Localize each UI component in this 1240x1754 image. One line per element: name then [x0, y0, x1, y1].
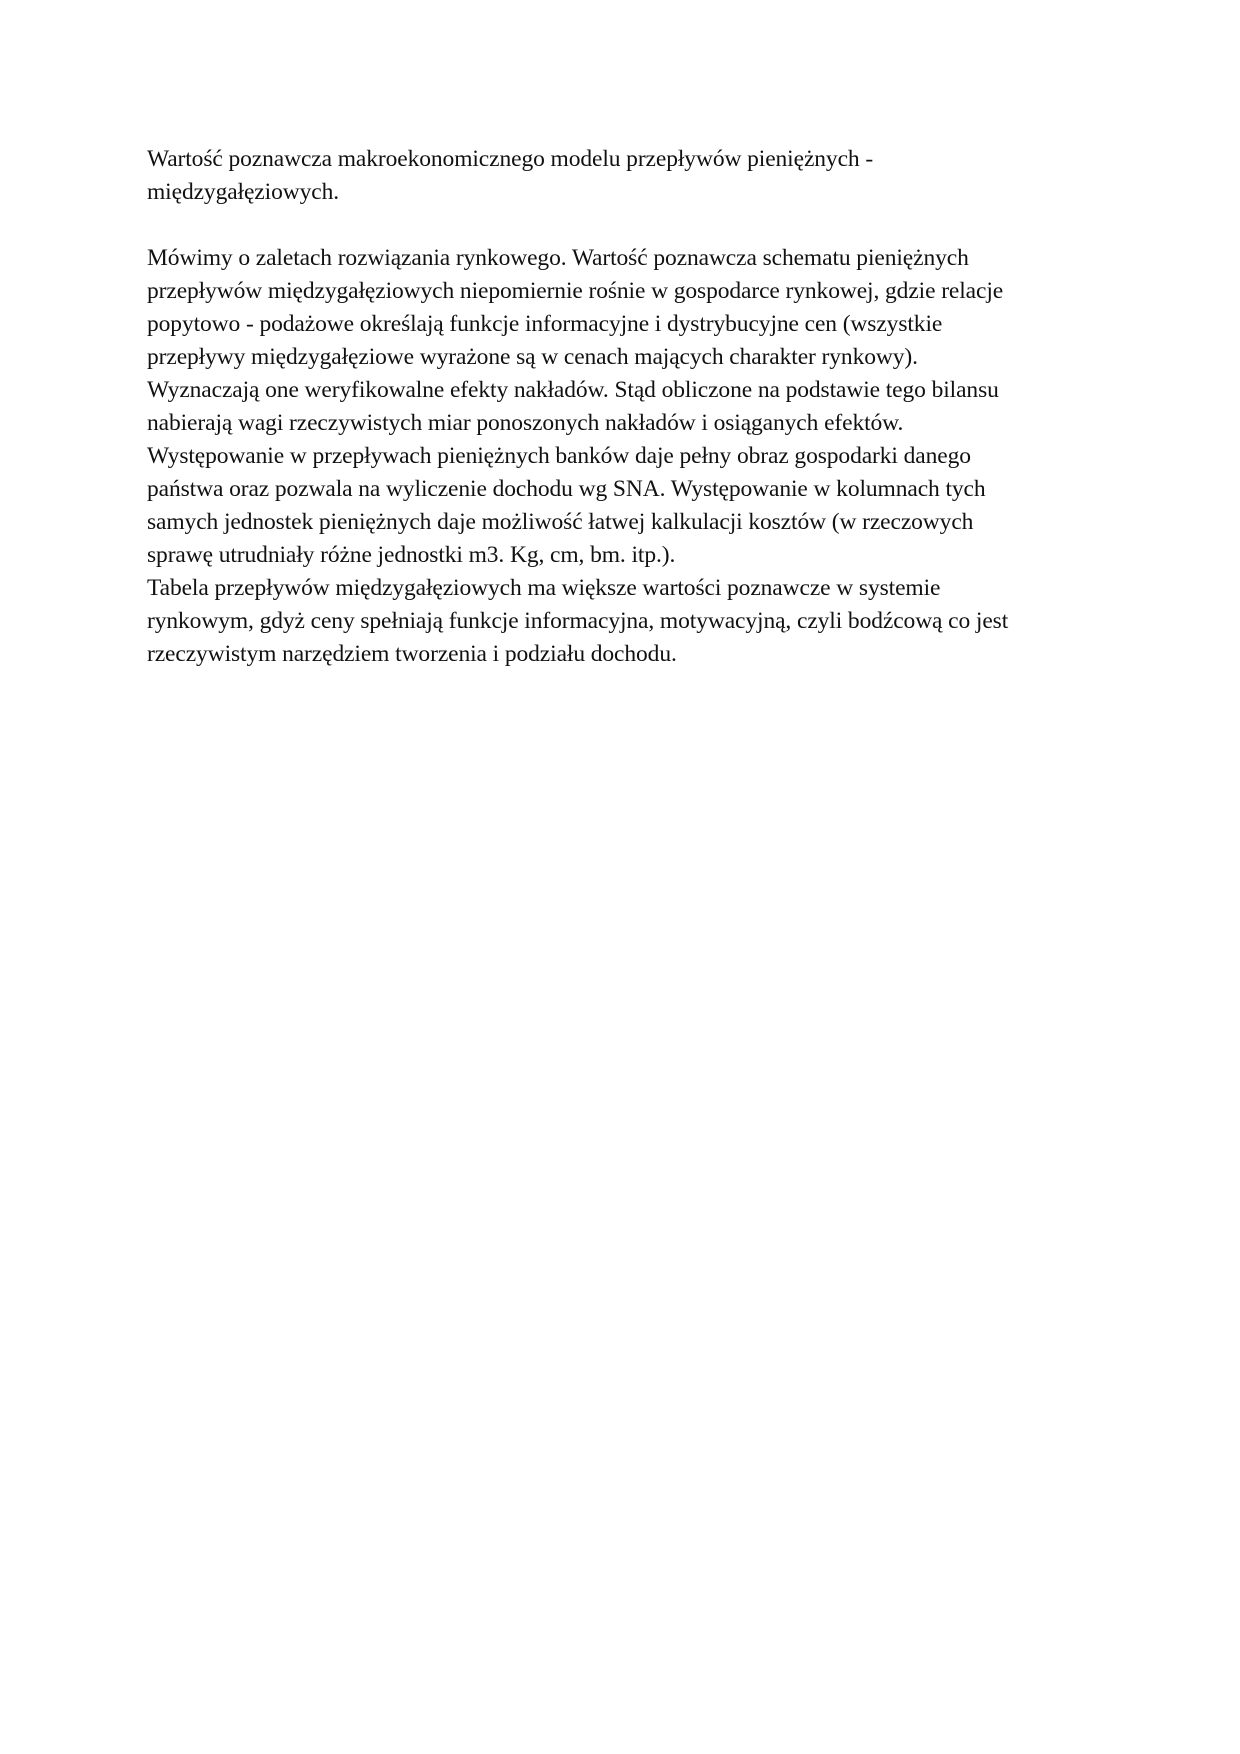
body-line: Tabela przepływów międzygałęziowych ma większe wartości poznawcze w systemie: [147, 575, 941, 601]
body-line: rzeczywistym narzędziem tworzenia i podziału dochodu.: [147, 641, 677, 667]
body-line: państwa oraz pozwala na wyliczenie dochodu wg SNA. Występowanie w kolumnach tych: [147, 476, 986, 502]
document-body: [147, 242, 1087, 671]
body-line: samych jednostek pieniężnych daje możliwość łatwej kalkulacji kosztów (w rzeczowych: [147, 509, 974, 535]
document-title: [147, 143, 1087, 209]
body-line: popytowo - podażowe określają funkcje informacyjne i dystrybucyjne cen (wszystkie: [147, 311, 943, 337]
body-line: Występowanie w przepływach pieniężnych banków daje pełny obraz gospodarki danego: [147, 443, 971, 469]
body-line: Wyznaczają one weryfikowalne efekty nakładów. Stąd obliczone na podstawie tego bilansu: [147, 377, 999, 403]
body-line: przepływy międzygałęziowe wyrażone są w cenach mających charakter rynkowy).: [147, 344, 918, 370]
body-line: Mówimy o zaletach rozwiązania rynkowego. Wartość poznawcza schematu pieniężnych: [147, 245, 969, 271]
body-line: sprawę utrudniały różne jednostki m3. Kg, cm, bm. itp.).: [147, 542, 676, 568]
title-line: międzygałęziowych.: [147, 179, 339, 205]
body-line: nabierają wagi rzeczywistych miar ponoszonych nakładów i osiąganych efektów.: [147, 410, 904, 436]
document-text: [147, 143, 1087, 671]
body-line: rynkowym, gdyż ceny spełniają funkcje informacyjna, motywacyjną, czyli bodźcową co jest: [147, 608, 1009, 634]
title-line: Wartość poznawcza makroekonomicznego modelu przepływów pieniężnych -: [147, 146, 874, 172]
body-line: przepływów międzygałęziowych niepomiernie rośnie w gospodarce rynkowej, gdzie relacje: [147, 278, 1004, 304]
